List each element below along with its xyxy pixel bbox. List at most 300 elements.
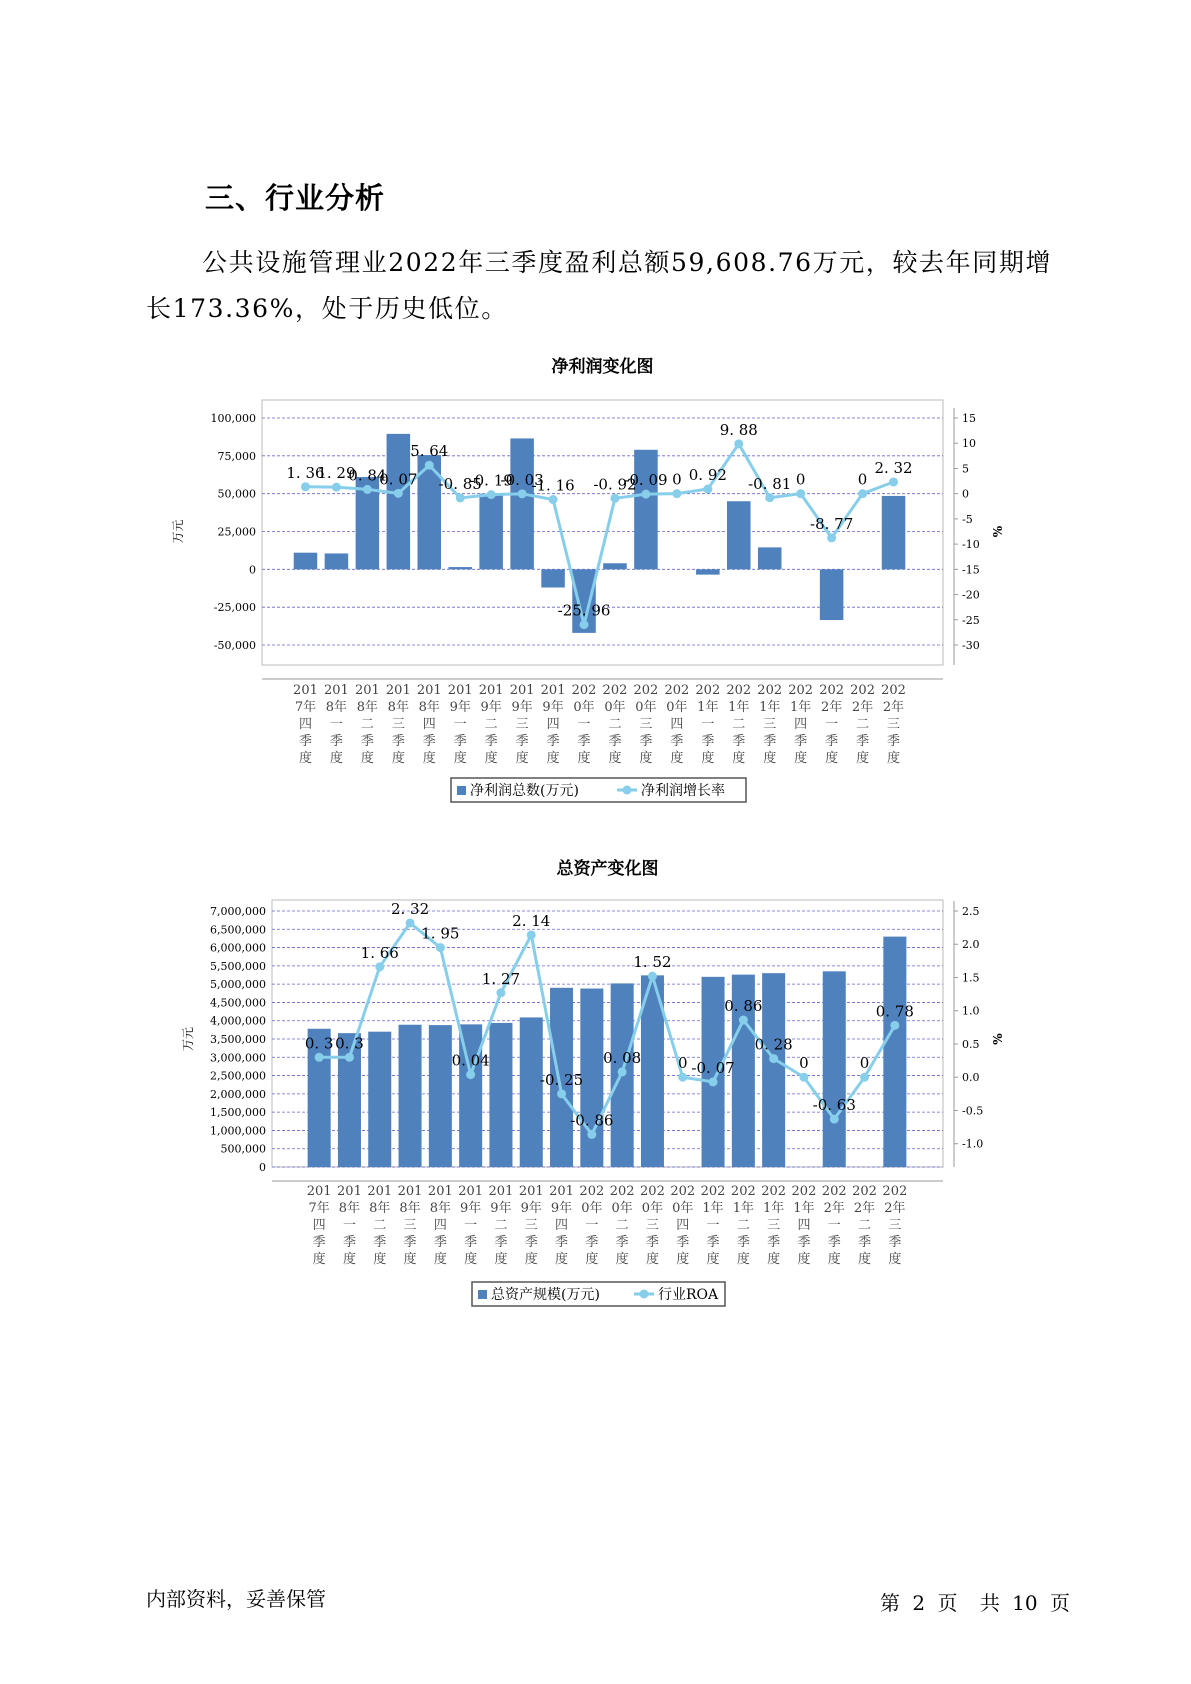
total-label: 共 bbox=[979, 1591, 1000, 1615]
c2-xtick: 季 bbox=[555, 1235, 569, 1250]
c1-xtick: 季 bbox=[856, 734, 870, 749]
c2-xtick: 季 bbox=[615, 1235, 629, 1250]
c2-point bbox=[830, 1115, 839, 1124]
c1-ytick: -50,000 bbox=[213, 639, 256, 652]
c2-xtick: 度 bbox=[555, 1252, 569, 1267]
c1-point bbox=[301, 482, 310, 491]
c1-xtick: 度 bbox=[825, 751, 839, 766]
c2-data-label: -0. 25 bbox=[539, 1070, 584, 1089]
c1-xtick: 季 bbox=[298, 734, 312, 749]
c2-legend-bar-swatch bbox=[478, 1290, 487, 1299]
c1-point bbox=[549, 495, 558, 504]
c1-xtick: 1年 bbox=[728, 700, 750, 715]
c2-xtick: 季 bbox=[312, 1235, 326, 1250]
c1-xtick: 2年 bbox=[882, 700, 905, 715]
c1-point bbox=[425, 461, 434, 470]
c1-xtick: 201 bbox=[416, 683, 442, 698]
c1-xtick: 度 bbox=[701, 751, 715, 766]
c1-xtick: 9年 bbox=[511, 700, 533, 715]
c2-point bbox=[618, 1067, 627, 1076]
c2-legend-line-label: 行业ROA bbox=[658, 1287, 719, 1303]
c2-y2tick: 1.0 bbox=[962, 1004, 980, 1018]
c2-xtick: 8年 bbox=[369, 1201, 391, 1216]
c2-point bbox=[466, 1070, 475, 1079]
c2-xtick: 季 bbox=[797, 1235, 811, 1250]
c2-xtick: 季 bbox=[494, 1235, 508, 1250]
c2-xtick: 201 bbox=[306, 1184, 332, 1199]
c1-xtick: 度 bbox=[639, 751, 653, 766]
c2-xtick: 四 bbox=[312, 1218, 326, 1233]
c2-ytick: 5,500,000 bbox=[210, 959, 266, 973]
c2-point bbox=[496, 988, 505, 997]
c2-ytick: 7,000,000 bbox=[210, 905, 266, 918]
c2-xtick: 202 bbox=[882, 1184, 908, 1199]
c2-xtick: 8年 bbox=[338, 1201, 361, 1216]
c1-y2tick: -10 bbox=[962, 538, 980, 552]
c2-ytick: 3,000,000 bbox=[210, 1051, 266, 1065]
c2-xtick: 2年 bbox=[884, 1201, 906, 1216]
c2-xtick: 201 bbox=[488, 1184, 514, 1199]
c2-point bbox=[315, 1053, 324, 1062]
c2-data-label: 0. 04 bbox=[451, 1051, 490, 1070]
c1-bar bbox=[882, 496, 906, 569]
c2-xtick: 三 bbox=[888, 1218, 902, 1233]
c1-point bbox=[889, 477, 898, 486]
c1-data-label: 0. 07 bbox=[379, 470, 418, 489]
c1-xtick: 202 bbox=[571, 683, 597, 698]
c1-xtick: 度 bbox=[887, 751, 901, 766]
c2-xtick: 度 bbox=[312, 1252, 326, 1267]
c2-point bbox=[557, 1089, 566, 1098]
c2-xtick: 1年 bbox=[793, 1201, 815, 1216]
c1-data-label: 0 bbox=[795, 470, 806, 489]
c1-xtick: 0年 bbox=[635, 700, 657, 715]
c1-point bbox=[641, 490, 650, 499]
c1-xtick: 一 bbox=[577, 717, 591, 732]
c2-data-label: 0 bbox=[677, 1054, 688, 1073]
c2-point bbox=[375, 962, 384, 971]
c1-xtick: 201 bbox=[447, 683, 473, 698]
c2-xtick: 度 bbox=[645, 1252, 659, 1267]
c1-xtick: 度 bbox=[360, 751, 374, 766]
c1-y2tick: -25 bbox=[962, 613, 980, 627]
c2-xtick: 9年 bbox=[520, 1201, 542, 1216]
c1-y2tick: -5 bbox=[962, 512, 973, 526]
c1-xtick: 四 bbox=[794, 717, 808, 732]
c2-xtick: 一 bbox=[464, 1218, 478, 1233]
c2-data-label: 0. 3 bbox=[335, 1034, 364, 1053]
c1-data-label: -0. 19 bbox=[469, 471, 513, 490]
c1-xtick: 一 bbox=[825, 717, 839, 732]
c2-xtick: 9年 bbox=[550, 1201, 573, 1216]
c2-xtick: 8年 bbox=[429, 1201, 451, 1216]
c2-xtick: 度 bbox=[524, 1252, 538, 1267]
c2-xtick: 一 bbox=[342, 1218, 356, 1233]
c1-xtick: 二 bbox=[856, 717, 870, 732]
c1-xtick: 季 bbox=[794, 734, 808, 749]
c1-data-label: 9. 88 bbox=[719, 420, 758, 439]
c2-point bbox=[436, 943, 445, 952]
c2-ytick: 2,500,000 bbox=[210, 1069, 266, 1083]
c2-xtick: 1年 bbox=[732, 1201, 754, 1216]
c2-xtick: 202 bbox=[609, 1184, 635, 1199]
c2-ytick: 2,000,000 bbox=[210, 1087, 266, 1101]
c2-point bbox=[648, 972, 657, 981]
c1-bar bbox=[294, 553, 318, 570]
c2-xtick: 202 bbox=[700, 1184, 726, 1199]
c2-ytick: 3,500,000 bbox=[210, 1033, 266, 1046]
c1-legend-bar-label: 净利润总数(万元) bbox=[470, 783, 579, 799]
c1-ytick: 0 bbox=[249, 563, 256, 577]
c2-xtick: 季 bbox=[676, 1235, 690, 1250]
c2-data-label: -0. 86 bbox=[570, 1111, 614, 1130]
c1-xtick: 9年 bbox=[542, 700, 564, 715]
section-heading: 三、行业分析 bbox=[205, 181, 386, 215]
c2-xtick: 9年 bbox=[490, 1201, 512, 1216]
c1-point bbox=[332, 483, 341, 492]
c1-xtick: 季 bbox=[732, 734, 746, 749]
c2-xtick: 202 bbox=[761, 1184, 787, 1199]
c1-xtick: 度 bbox=[794, 751, 808, 766]
c1-xtick: 度 bbox=[391, 751, 405, 766]
c1-xtick: 季 bbox=[639, 734, 653, 749]
c1-xtick: 三 bbox=[639, 717, 653, 732]
c1-xtick: 季 bbox=[608, 734, 622, 749]
c1-xtick: 季 bbox=[701, 734, 715, 749]
c2-bar bbox=[429, 1025, 452, 1167]
c2-point bbox=[527, 930, 536, 939]
c1-data-label: -8. 77 bbox=[810, 514, 854, 533]
c1-xtick: 0年 bbox=[573, 700, 595, 715]
c1-xtick: 四 bbox=[670, 717, 684, 732]
c2-xtick: 度 bbox=[585, 1252, 599, 1267]
c2-y2tick: -1.0 bbox=[962, 1137, 984, 1151]
c2-ytick: 1,500,000 bbox=[210, 1106, 266, 1120]
c1-xtick: 2年 bbox=[820, 700, 843, 715]
c2-xtick: 季 bbox=[373, 1235, 387, 1250]
total-pages: 10 bbox=[1012, 1591, 1038, 1615]
c1-point bbox=[487, 490, 496, 499]
c2-bar bbox=[489, 1023, 512, 1167]
c2-point bbox=[587, 1130, 596, 1139]
c1-xtick: 度 bbox=[298, 751, 312, 766]
c2-ytick: 6,000,000 bbox=[210, 941, 266, 955]
c2-legend-line-marker bbox=[640, 1290, 649, 1299]
c2-xtick: 二 bbox=[736, 1218, 750, 1233]
c1-y2tick: 0 bbox=[962, 487, 969, 501]
c1-xtick: 2年 bbox=[851, 700, 874, 715]
c1-xtick: 202 bbox=[695, 683, 721, 698]
c1-data-label: -0. 03 bbox=[500, 470, 544, 489]
c2-point bbox=[406, 918, 415, 927]
c1-xtick: 9年 bbox=[449, 700, 471, 715]
c2-xtick: 201 bbox=[337, 1184, 362, 1199]
c2-xtick: 度 bbox=[403, 1252, 417, 1267]
c1-xtick: 202 bbox=[726, 683, 752, 698]
c2-xtick: 201 bbox=[427, 1184, 453, 1199]
c1-y2label: % bbox=[991, 525, 1005, 538]
net-profit-chart bbox=[0, 355, 1191, 810]
total-assets-chart bbox=[0, 855, 1191, 1315]
c1-xtick: 季 bbox=[825, 734, 839, 749]
c2-data-label: -0. 07 bbox=[691, 1058, 735, 1077]
c2-ytick: 1,000,000 bbox=[210, 1124, 266, 1138]
c1-data-label: -0. 85 bbox=[438, 474, 482, 493]
c2-point bbox=[890, 1021, 899, 1030]
c2-bar bbox=[520, 1017, 543, 1167]
c2-xtick: 度 bbox=[767, 1252, 781, 1267]
c2-xtick: 度 bbox=[615, 1252, 629, 1267]
c1-point bbox=[703, 485, 712, 494]
c2-data-label: 0. 28 bbox=[754, 1035, 793, 1054]
c1-xtick: 202 bbox=[664, 683, 690, 698]
c2-ytick: 500,000 bbox=[220, 1142, 266, 1156]
c1-legend-bar-swatch bbox=[457, 786, 466, 795]
c1-xtick: 三 bbox=[763, 717, 777, 732]
c2-y2tick: 2.0 bbox=[962, 938, 980, 952]
c1-xtick: 季 bbox=[329, 734, 343, 749]
c1-bar bbox=[603, 563, 627, 569]
c2-legend-bar-label: 总资产规模(万元) bbox=[491, 1287, 600, 1303]
c1-xtick: 8年 bbox=[356, 700, 379, 715]
c1-point bbox=[518, 489, 527, 498]
c2-xtick: 2年 bbox=[853, 1201, 876, 1216]
c1-xtick: 四 bbox=[298, 717, 312, 732]
c1-bar bbox=[696, 569, 720, 574]
c1-data-label: 5. 64 bbox=[410, 442, 449, 461]
c1-data-label: 0. 84 bbox=[348, 466, 387, 485]
c1-xtick: 二 bbox=[484, 717, 498, 732]
c2-xtick: 一 bbox=[706, 1218, 720, 1233]
c2-data-label: 1. 52 bbox=[633, 953, 672, 972]
c1-legend-line-label: 净利润增长率 bbox=[641, 783, 725, 799]
c1-xtick: 度 bbox=[453, 751, 467, 766]
c2-ylabel: 万元 bbox=[181, 1026, 195, 1052]
c1-xtick: 8年 bbox=[387, 700, 409, 715]
c1-ylabel: 万元 bbox=[171, 519, 185, 544]
c1-xtick: 二 bbox=[732, 717, 746, 732]
c2-xtick: 度 bbox=[736, 1252, 750, 1267]
footer-confidential: 内部资料，妥善保管 bbox=[146, 1587, 326, 1611]
c1-xtick: 201 bbox=[324, 683, 349, 698]
c1-xtick: 季 bbox=[453, 734, 467, 749]
c2-xtick: 0年 bbox=[581, 1201, 603, 1216]
c2-point bbox=[860, 1073, 869, 1082]
c1-xtick: 季 bbox=[484, 734, 498, 749]
c2-xtick: 度 bbox=[676, 1252, 690, 1267]
page-indicator bbox=[880, 1587, 1076, 1616]
c1-data-label: -1. 16 bbox=[531, 476, 575, 495]
c2-xtick: 202 bbox=[730, 1184, 756, 1199]
c2-xtick: 202 bbox=[821, 1184, 847, 1199]
c1-bar bbox=[634, 450, 658, 570]
c2-bar bbox=[368, 1032, 391, 1167]
c1-xtick: 季 bbox=[546, 734, 560, 749]
c2-xtick: 度 bbox=[827, 1252, 841, 1267]
c2-xtick: 二 bbox=[615, 1218, 629, 1233]
c2-xtick: 三 bbox=[524, 1218, 538, 1233]
c2-data-label: 1. 95 bbox=[421, 924, 460, 943]
c2-xtick: 度 bbox=[888, 1252, 902, 1267]
c1-bar bbox=[541, 569, 565, 587]
c2-xtick: 0年 bbox=[672, 1201, 694, 1216]
c1-data-label: 2. 32 bbox=[874, 458, 913, 477]
c2-y2tick: 1.5 bbox=[962, 971, 980, 985]
c1-data-label: 1. 29 bbox=[317, 464, 356, 483]
c1-xtick: 三 bbox=[887, 717, 901, 732]
c1-data-label: -0. 92 bbox=[593, 475, 637, 494]
c2-point bbox=[678, 1073, 687, 1082]
c1-xtick: 9年 bbox=[480, 700, 502, 715]
c2-xtick: 202 bbox=[852, 1184, 877, 1199]
c2-xtick: 度 bbox=[797, 1252, 811, 1267]
c1-xtick: 1年 bbox=[697, 700, 719, 715]
c2-xtick: 季 bbox=[464, 1235, 478, 1250]
c2-xtick: 一 bbox=[585, 1218, 599, 1233]
c2-xtick: 季 bbox=[342, 1235, 356, 1250]
c2-xtick: 四 bbox=[797, 1218, 811, 1233]
c1-xtick: 四 bbox=[546, 717, 560, 732]
c2-xtick: 度 bbox=[858, 1252, 872, 1267]
c2-bar bbox=[580, 989, 603, 1167]
c1-xtick: 度 bbox=[422, 751, 436, 766]
c2-data-label: 0. 86 bbox=[724, 997, 763, 1016]
c2-xtick: 201 bbox=[549, 1184, 574, 1199]
c1-xtick: 度 bbox=[856, 751, 870, 766]
c1-xtick: 0年 bbox=[666, 700, 688, 715]
c1-xtick: 201 bbox=[478, 683, 504, 698]
c2-xtick: 202 bbox=[579, 1184, 605, 1199]
c2-xtick: 度 bbox=[464, 1252, 478, 1267]
c1-xtick: 7年 bbox=[294, 700, 317, 715]
c2-xtick: 二 bbox=[494, 1218, 508, 1233]
c1-xtick: 度 bbox=[515, 751, 529, 766]
c1-xtick: 三 bbox=[391, 717, 405, 732]
c1-xtick: 季 bbox=[763, 734, 777, 749]
c1-y2tick: -20 bbox=[962, 588, 980, 602]
c2-xtick: 7年 bbox=[308, 1201, 330, 1216]
c2-ytick: 4,000,000 bbox=[210, 1014, 266, 1028]
c2-xtick: 三 bbox=[403, 1218, 417, 1233]
c1-xtick: 201 bbox=[385, 683, 411, 698]
c1-xtick: 202 bbox=[602, 683, 628, 698]
page-label: 第 bbox=[880, 1591, 900, 1615]
c1-ytick: -25,000 bbox=[213, 601, 256, 615]
c1-xtick: 季 bbox=[670, 734, 684, 749]
c1-xtick: 季 bbox=[515, 734, 529, 749]
c2-xtick: 一 bbox=[827, 1218, 841, 1233]
c2-point bbox=[739, 1016, 748, 1025]
c2-xtick: 0年 bbox=[641, 1201, 664, 1216]
c1-xtick: 度 bbox=[546, 751, 560, 766]
c2-xtick: 201 bbox=[397, 1184, 423, 1199]
c1-xtick: 季 bbox=[422, 734, 436, 749]
c2-xtick: 季 bbox=[706, 1235, 720, 1250]
c1-xtick: 度 bbox=[329, 751, 343, 766]
c2-y2tick: -0.5 bbox=[962, 1104, 984, 1118]
c1-xtick: 一 bbox=[329, 717, 343, 732]
c2-ytick: 6,500,000 bbox=[210, 923, 266, 937]
c1-xtick: 度 bbox=[732, 751, 746, 766]
c1-xtick: 四 bbox=[422, 717, 436, 732]
c1-title: 净利润变化图 bbox=[551, 357, 654, 377]
c2-xtick: 季 bbox=[585, 1235, 599, 1250]
c2-data-label: 2. 32 bbox=[390, 899, 430, 918]
c2-xtick: 度 bbox=[373, 1252, 387, 1267]
c2-xtick: 202 bbox=[640, 1184, 665, 1199]
c1-point bbox=[363, 485, 372, 494]
c1-xtick: 度 bbox=[763, 751, 777, 766]
c2-xtick: 201 bbox=[518, 1184, 544, 1199]
c1-xtick: 202 bbox=[633, 683, 659, 698]
c1-xtick: 度 bbox=[608, 751, 622, 766]
c2-data-label: 0 bbox=[799, 1054, 809, 1073]
c2-xtick: 四 bbox=[433, 1218, 447, 1233]
c2-data-label: 0. 3 bbox=[304, 1034, 334, 1053]
c2-xtick: 季 bbox=[524, 1235, 538, 1250]
c2-xtick: 季 bbox=[645, 1235, 659, 1250]
c2-xtick: 季 bbox=[858, 1235, 872, 1250]
c1-y2tick: -15 bbox=[962, 563, 980, 577]
c2-xtick: 季 bbox=[888, 1235, 902, 1250]
c1-xtick: 1年 bbox=[759, 700, 781, 715]
c1-point bbox=[456, 493, 465, 502]
c1-xtick: 202 bbox=[881, 683, 906, 698]
c1-data-label: 0 bbox=[672, 470, 682, 489]
c2-xtick: 2年 bbox=[823, 1201, 845, 1216]
c1-point bbox=[858, 489, 867, 498]
c2-xtick: 三 bbox=[767, 1218, 781, 1233]
c2-bar bbox=[399, 1025, 422, 1167]
c2-data-label: -0. 63 bbox=[812, 1096, 856, 1115]
c2-xtick: 度 bbox=[433, 1252, 447, 1267]
c2-xtick: 四 bbox=[555, 1218, 569, 1233]
c2-xtick: 二 bbox=[858, 1218, 872, 1233]
c1-bar bbox=[727, 501, 751, 569]
c2-xtick: 202 bbox=[791, 1184, 817, 1199]
c2-xtick: 季 bbox=[433, 1235, 447, 1250]
c2-bar bbox=[883, 937, 906, 1167]
c2-xtick: 四 bbox=[676, 1218, 690, 1233]
c1-data-label: -0. 09 bbox=[624, 471, 668, 490]
c1-data-label: 0. 92 bbox=[688, 466, 727, 485]
c2-ytick: 4,500,000 bbox=[210, 996, 266, 1010]
c2-xtick: 季 bbox=[403, 1235, 417, 1250]
c1-data-label: 1. 36 bbox=[286, 463, 325, 482]
c1-y2tick: 10 bbox=[962, 437, 976, 451]
c1-xtick: 8年 bbox=[418, 700, 440, 715]
c1-xtick: 度 bbox=[484, 751, 498, 766]
c2-y2tick: 2.5 bbox=[962, 905, 980, 918]
c1-xtick: 一 bbox=[453, 717, 467, 732]
c1-xtick: 季 bbox=[360, 734, 374, 749]
c2-xtick: 季 bbox=[767, 1235, 781, 1250]
c2-data-label: 2. 14 bbox=[512, 911, 551, 930]
c2-y2tick: 0.0 bbox=[962, 1071, 980, 1085]
c2-xtick: 度 bbox=[706, 1252, 720, 1267]
c1-point bbox=[734, 439, 743, 448]
c1-data-label: -25. 96 bbox=[557, 601, 611, 620]
c1-point bbox=[827, 533, 836, 542]
total-unit: 页 bbox=[1049, 1591, 1070, 1615]
c2-xtick: 季 bbox=[827, 1235, 841, 1250]
c1-xtick: 8年 bbox=[325, 700, 348, 715]
c1-xtick: 202 bbox=[819, 683, 845, 698]
c2-bar bbox=[823, 971, 846, 1167]
c1-xtick: 202 bbox=[757, 683, 783, 698]
c2-data-label: 0 bbox=[859, 1054, 870, 1073]
summary-paragraph: 公共设施管理业2022年三季度盈利总额59,608.76万元，较去年同期增长173.36%，处于历史低位。 bbox=[146, 248, 1053, 323]
